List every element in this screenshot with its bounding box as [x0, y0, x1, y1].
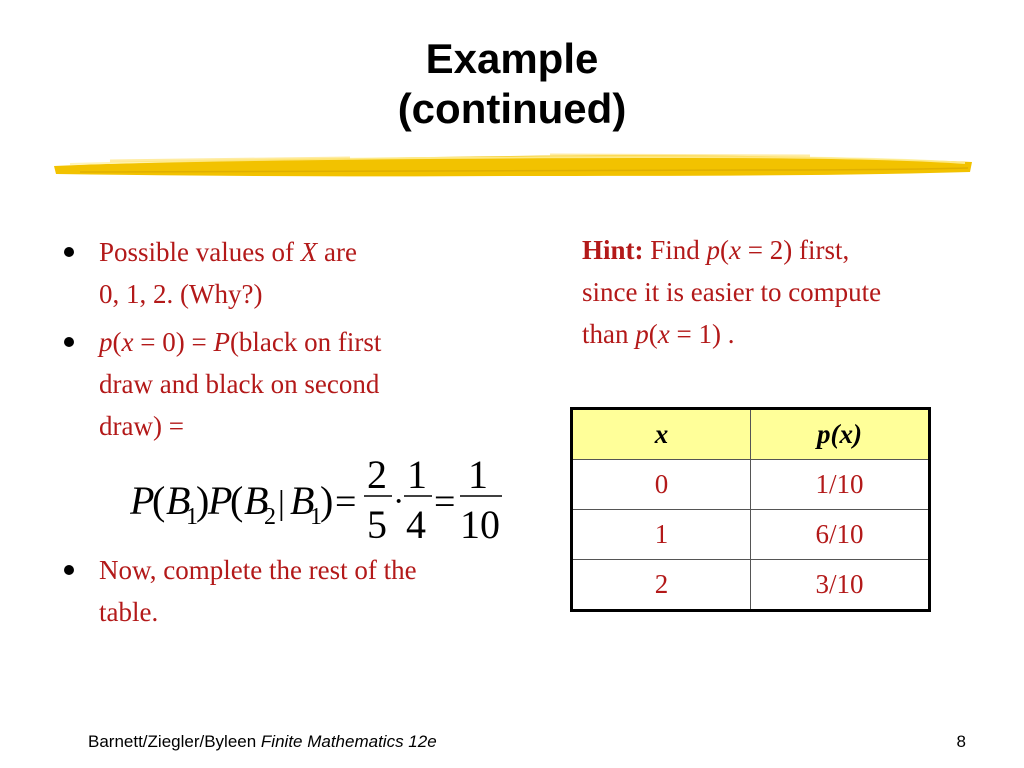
table-header-row	[572, 409, 930, 460]
bullet-text: (black on first	[229, 327, 382, 357]
formula-P: P	[208, 478, 233, 523]
formula-paren: )	[320, 478, 334, 523]
table-cell-x: 1	[572, 510, 751, 560]
bullet-text: Now, complete the rest of the	[99, 555, 417, 585]
bullet-dot	[64, 565, 74, 575]
bullet-text: draw) =	[99, 411, 184, 441]
hint-text	[582, 229, 982, 355]
bullet-text: Possible values of	[99, 237, 301, 267]
formula-sub: 1	[186, 504, 198, 530]
formula-P: P	[130, 478, 155, 523]
formula-equals: =	[335, 481, 357, 523]
formula-paren: )	[196, 478, 210, 523]
fraction-denominator: 10	[460, 502, 500, 547]
hint-text-part: = 2) first,	[741, 235, 850, 265]
fraction-numerator: 1	[468, 452, 488, 497]
table-cell-px: 3/10	[751, 560, 930, 611]
fraction-denominator: 5	[367, 502, 387, 547]
table-row	[572, 460, 930, 510]
table-cell-x: 2	[572, 560, 751, 611]
hint-text-part: since it is easier to compute	[582, 277, 882, 307]
bullet-text: 0, 1, 2. (Why?)	[99, 279, 263, 309]
probability-table	[570, 407, 931, 612]
formula-paren: (	[230, 478, 244, 523]
var-x: x	[729, 235, 742, 265]
hint-text-part: Find	[643, 235, 707, 265]
formula-equals: =	[434, 481, 456, 523]
formula-B: B	[290, 478, 315, 523]
bullet-p-x-0	[62, 321, 512, 447]
var-p: p	[99, 327, 113, 357]
formula-B: B	[166, 478, 191, 523]
table-cell-x: 0	[572, 460, 751, 510]
bullet-possible-values	[62, 231, 512, 315]
title-line-1: Example	[425, 35, 599, 82]
var-p: p	[706, 235, 721, 265]
slide-title	[0, 34, 1024, 134]
fraction-numerator: 2	[367, 452, 387, 497]
bullet-text: table.	[99, 597, 159, 627]
table-row	[572, 510, 930, 560]
formula-bar: |	[278, 485, 285, 522]
hint-text-part: than	[582, 319, 636, 349]
paren: (	[648, 319, 658, 349]
variable-x: X	[300, 237, 318, 267]
formula-dot: ·	[393, 483, 405, 520]
hint-label: Hint:	[582, 235, 644, 265]
bullet-text: are	[317, 237, 357, 267]
var-x: x	[657, 319, 670, 349]
bullet-complete-table	[62, 549, 549, 633]
table-header-x: x	[572, 409, 751, 460]
footer-book-title: Finite Mathematics 12e	[260, 732, 437, 751]
fraction-numerator: 1	[407, 452, 427, 497]
formula-B: B	[244, 478, 269, 523]
table-row	[572, 560, 930, 611]
footer-authors: Barnett/Ziegler/Byleen	[88, 732, 261, 751]
bullet-text: draw and black on second	[99, 369, 380, 399]
table-cell-px: 1/10	[751, 460, 930, 510]
paren: (	[112, 327, 122, 357]
formula-paren: (	[152, 478, 166, 523]
bullet-text: = 0) =	[133, 327, 214, 357]
title-underline-brushstroke	[50, 146, 975, 186]
var-x: x	[121, 327, 134, 357]
probability-formula	[130, 452, 510, 547]
table-cell-px: 6/10	[751, 510, 930, 560]
formula-sub: 1	[310, 504, 322, 530]
paren: (	[720, 235, 730, 265]
bullet-dot	[64, 337, 74, 347]
table-header-px: p(x)	[751, 409, 930, 460]
fraction-denominator: 4	[406, 502, 426, 547]
footer-citation	[88, 732, 437, 752]
title-line-2: (continued)	[397, 85, 627, 132]
formula-sub: 2	[264, 504, 276, 530]
var-p: p	[635, 319, 649, 349]
hint-text-part: = 1) .	[669, 319, 735, 349]
bullet-dot	[64, 247, 74, 257]
slide-number: 8	[956, 732, 966, 751]
var-P: P	[213, 327, 230, 357]
